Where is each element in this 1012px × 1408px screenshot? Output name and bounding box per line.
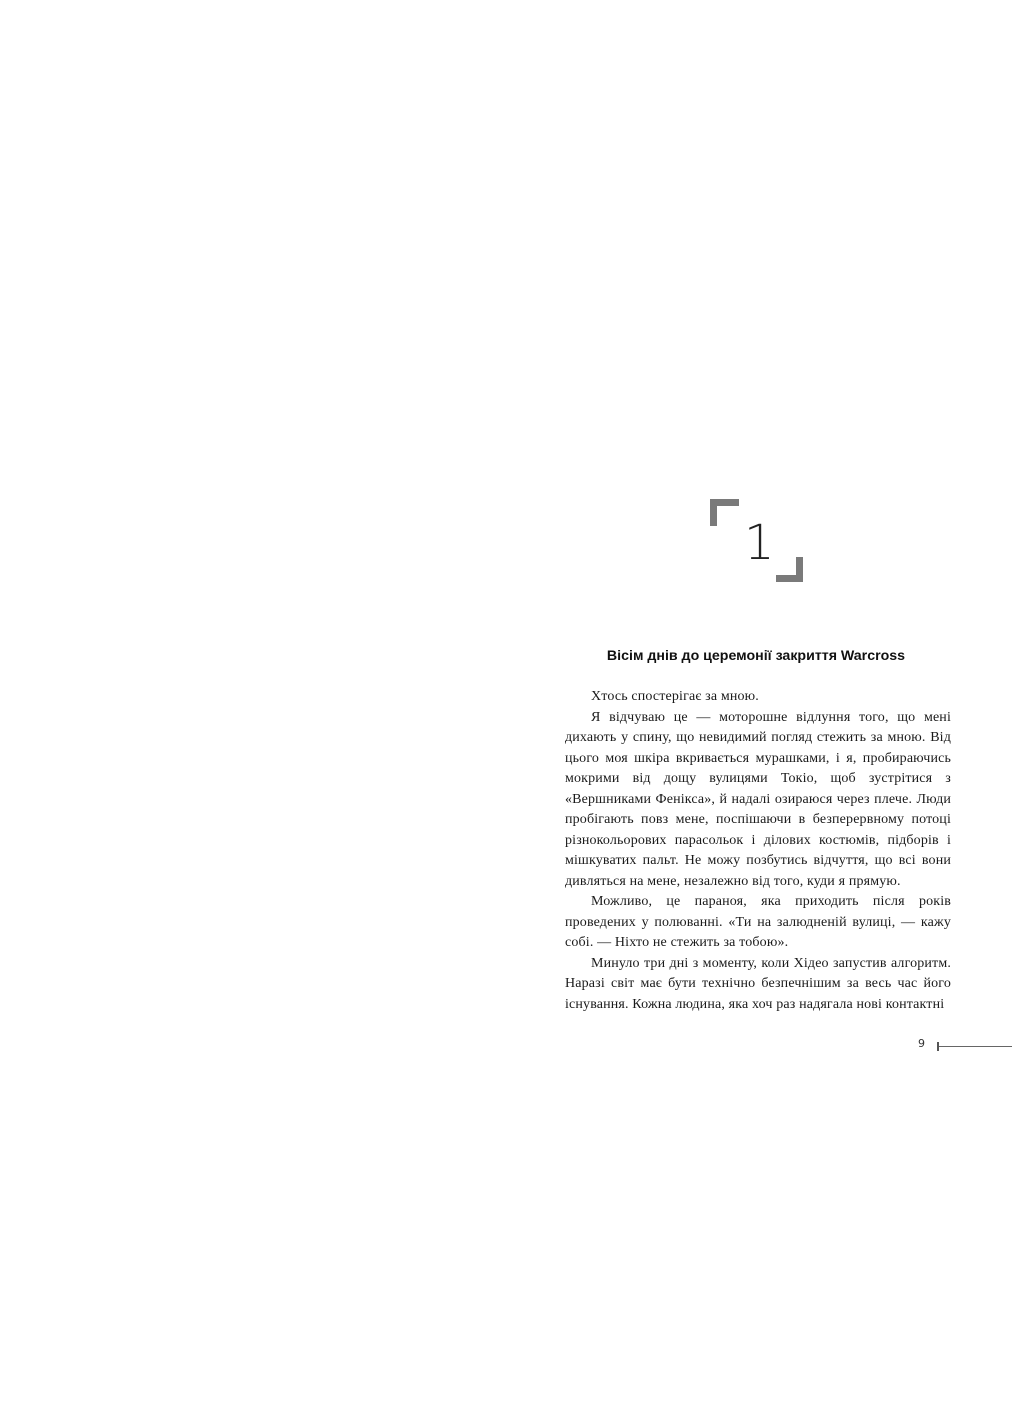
paragraph: Можливо, це параноя, яка приходить після років проведених у полюванні. «Ти на залюдненій вулиці, — кажу собі. — Ніхто не стежить за тобою». [565, 894, 951, 950]
chapter-title: Вісім днів до церемонії закриття Warcross [606, 648, 906, 664]
paragraph: Хтось спостерігає за мною. [591, 689, 759, 704]
paragraph: Я відчуваю це — моторошне відлуння того, що мені дихають у спину, що невидимий погляд стежить за мною. Від цього моя шкіра вкривається мурашками, і я, пробираючись мокрими від дощу вулицями Токіо, щоб зустрітися з «Вершниками Фенікса», й надалі озираюся через плече. Люди пробігають повз мене, поспішаючи в безперервному потоці різнокольорових парасольок і ділових костюмів, підборів і мішкуватих пальт. Не можу позбутись відчуття, що всі вони дивляться на мене, незалежно від того, куди я прямую. [565, 709, 951, 889]
paragraph: Минуло три дні з моменту, коли Хідео запустив алгоритм. Наразі світ має бути технічно безпечнішим за весь час його існування. Кожна людина, яка хоч раз надягала нові контактні [565, 955, 951, 1012]
corner-bracket-bottom-right [776, 557, 803, 582]
corner-bracket-top-left [710, 499, 739, 526]
page-footer [918, 1036, 1012, 1056]
footer-rule [939, 1046, 1012, 1047]
chapter-number: 1 [744, 515, 775, 571]
chapter-number-mark [708, 497, 803, 585]
chapter-body [565, 687, 951, 1015]
page-number: 9 [918, 1037, 925, 1050]
